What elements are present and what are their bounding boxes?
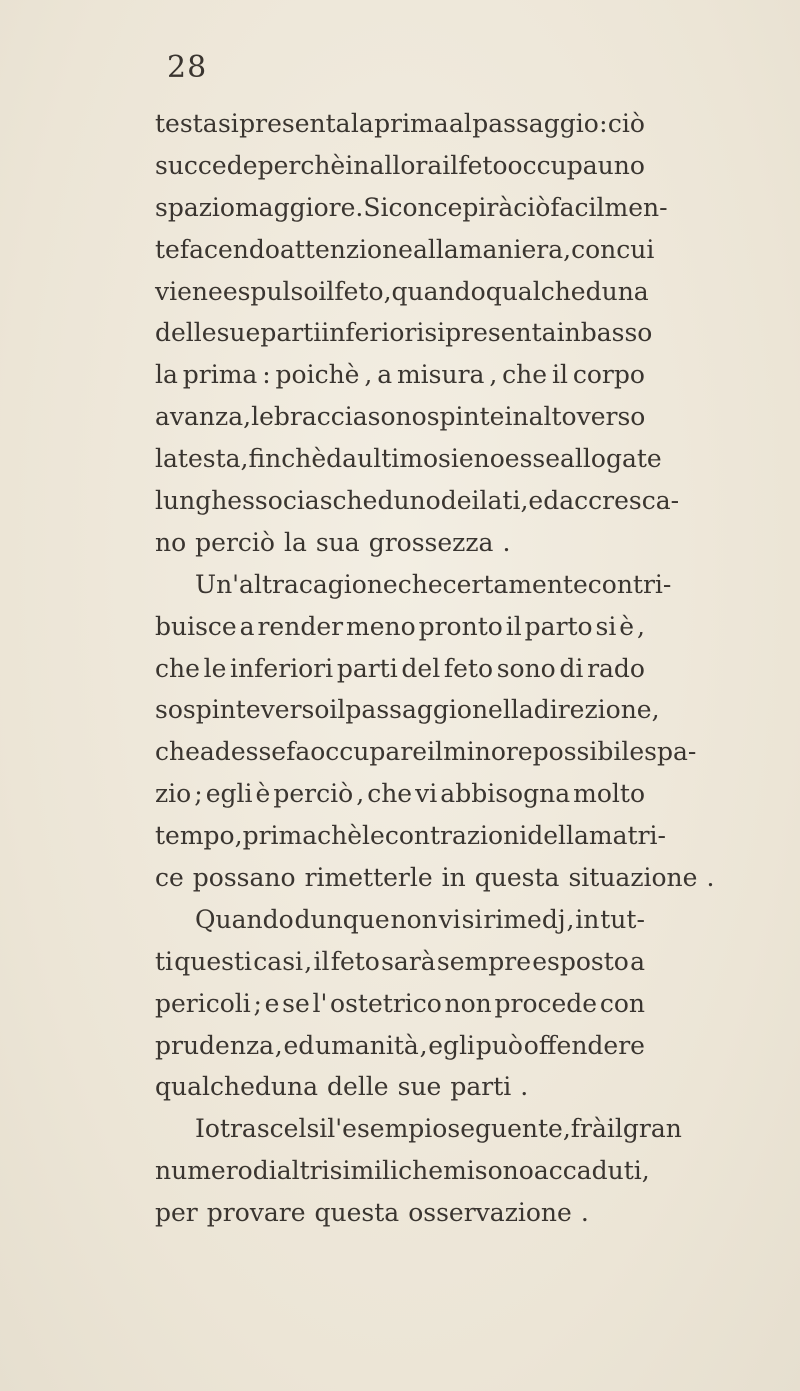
word: :	[599, 109, 608, 138]
word: cui	[616, 234, 655, 264]
word: a	[377, 360, 393, 390]
word: sono	[496, 653, 556, 683]
word: in	[345, 150, 370, 180]
word: feto	[334, 276, 384, 306]
text-line	[155, 564, 672, 606]
word: è	[255, 779, 271, 809]
word: molto	[573, 779, 645, 809]
word: ,	[637, 611, 645, 641]
text-line	[155, 941, 645, 983]
word: braccia	[273, 402, 368, 432]
word: verso	[260, 695, 330, 725]
word: Io	[195, 1114, 220, 1144]
text-line	[155, 1150, 650, 1192]
word: ,	[563, 234, 572, 264]
text-line	[155, 480, 680, 522]
word: render	[257, 611, 344, 641]
word: per	[155, 1198, 198, 1228]
word: può	[475, 1030, 523, 1060]
word: no	[155, 527, 187, 557]
word: parti	[260, 318, 322, 348]
text-line	[155, 899, 645, 941]
word: in	[556, 318, 581, 348]
word: spazio	[155, 192, 235, 222]
word: .	[355, 192, 364, 222]
word: esempio	[342, 1114, 448, 1144]
word: trascelsi	[219, 1114, 328, 1144]
word: le	[251, 402, 274, 432]
word: gran	[622, 1114, 682, 1144]
word: in	[441, 863, 466, 893]
word: uno	[597, 150, 645, 180]
word: esposto	[532, 946, 629, 976]
word: sue	[216, 318, 261, 348]
word: ed	[528, 486, 560, 516]
word: questa	[314, 1198, 400, 1228]
word: ,	[489, 360, 498, 390]
word: provare	[206, 1198, 306, 1228]
word: dei	[440, 486, 480, 516]
word: ti	[155, 946, 174, 976]
word: spinte	[426, 402, 505, 432]
text-line	[155, 354, 645, 396]
word: basso	[580, 318, 653, 348]
word: sarà	[381, 946, 436, 976]
word: il	[505, 611, 522, 641]
word: sono	[367, 402, 427, 432]
word: altri	[276, 1156, 330, 1186]
word: il	[318, 276, 335, 306]
word: a	[239, 611, 255, 641]
word: simili	[329, 1156, 399, 1186]
word: feto	[443, 653, 494, 683]
text-line	[155, 1066, 645, 1108]
word: delle	[327, 1072, 389, 1102]
word: delle	[155, 318, 217, 348]
word: il	[313, 946, 330, 976]
word: possibile	[532, 737, 645, 767]
word: a	[630, 946, 645, 976]
word: matri-	[588, 821, 666, 851]
text-line	[155, 103, 645, 145]
word: meno	[346, 611, 416, 641]
word: sono	[474, 1156, 534, 1186]
word: prima	[182, 360, 258, 390]
word: lati	[479, 486, 521, 516]
word: ,	[641, 1156, 650, 1186]
word: numero	[155, 1156, 253, 1186]
word: corpo	[572, 360, 645, 390]
word: allora	[369, 150, 443, 180]
word: egli	[205, 779, 253, 809]
text-line	[155, 857, 715, 899]
word: ,	[364, 360, 373, 390]
word: mi	[443, 1156, 475, 1186]
word: sospinte	[155, 695, 261, 725]
word: le	[362, 821, 385, 851]
word: perciò	[195, 527, 275, 557]
word: verso	[576, 402, 646, 432]
word: contrazioni	[384, 821, 528, 851]
page-number: 28	[167, 50, 208, 85]
word: pronto	[418, 611, 503, 641]
body-text	[155, 103, 715, 1234]
word: ,	[274, 1030, 283, 1060]
word: che	[398, 1156, 444, 1186]
word: certamente	[442, 569, 588, 599]
word: concepirà	[388, 192, 514, 222]
word: maggiore	[234, 192, 356, 222]
word: ciascheduno	[282, 486, 441, 516]
text-line	[155, 187, 668, 229]
word: vi	[438, 904, 461, 934]
word: ce	[155, 863, 184, 893]
word: occupare	[310, 737, 428, 767]
word: esse	[230, 737, 287, 767]
word: ,	[304, 946, 313, 976]
word: te	[155, 234, 180, 264]
word: la	[283, 527, 307, 557]
word: ,	[383, 276, 392, 306]
word: ;	[194, 779, 203, 809]
word: fa	[286, 737, 311, 767]
word: alto	[528, 402, 577, 432]
word: della	[527, 821, 589, 851]
word: di	[559, 653, 584, 683]
word: Si	[363, 192, 389, 222]
word: avanza	[155, 402, 244, 432]
word: occupa	[507, 150, 598, 180]
word: ;	[253, 988, 262, 1018]
word: e	[264, 988, 280, 1018]
word: finchè	[248, 444, 327, 474]
word: .	[520, 1072, 529, 1102]
word: la	[155, 444, 178, 474]
word: frà	[570, 1114, 607, 1144]
word: situazione	[568, 863, 698, 893]
word: casi	[253, 946, 304, 976]
text-line	[155, 396, 645, 438]
word: ,	[566, 904, 575, 934]
word: ,	[419, 1030, 428, 1060]
word: facendo	[179, 234, 280, 264]
word: feto	[458, 150, 508, 180]
word: ostetrico	[330, 988, 442, 1018]
word: sua	[315, 527, 360, 557]
word: Quando	[195, 904, 294, 934]
word: se	[282, 988, 310, 1018]
word: ed	[283, 1030, 315, 1060]
text-line	[155, 815, 666, 857]
word: parti	[336, 653, 398, 683]
word: l'	[312, 988, 328, 1018]
word: pericoli	[155, 988, 251, 1018]
word: la	[155, 360, 178, 390]
word: rado	[587, 653, 645, 683]
word: in	[504, 402, 529, 432]
word: presenta	[445, 318, 557, 348]
word: passaggio	[472, 109, 599, 138]
word: si	[424, 318, 446, 348]
word: primachè	[242, 821, 363, 851]
word: lunghesso	[155, 486, 283, 516]
word: minore	[443, 737, 533, 767]
word: con	[571, 234, 617, 264]
word: il	[427, 737, 444, 767]
word: questa	[474, 863, 560, 893]
word: testa	[155, 109, 218, 138]
word: seguente	[447, 1114, 563, 1144]
word: allogate	[560, 444, 662, 474]
word: maniera	[458, 234, 564, 264]
word: perciò	[273, 779, 354, 809]
text-line	[155, 983, 645, 1025]
text-line	[155, 312, 653, 354]
word: che	[502, 360, 548, 390]
word: accresca-	[559, 486, 680, 516]
word: procede	[494, 988, 598, 1018]
word: .	[580, 1198, 589, 1228]
word: ultimo	[357, 444, 438, 474]
word: prima	[374, 109, 449, 138]
word: alla	[412, 234, 459, 264]
word: la	[350, 109, 374, 138]
word: testa	[177, 444, 241, 474]
text-line	[155, 145, 645, 187]
text-line	[155, 689, 660, 731]
word: altra	[239, 569, 299, 599]
word: poichè	[275, 360, 360, 390]
word: non	[444, 988, 492, 1018]
word: facilmen-	[550, 192, 668, 222]
word: ad	[199, 737, 231, 767]
word: inferiori	[321, 318, 425, 348]
word: ,	[243, 402, 252, 432]
text-line	[155, 522, 645, 564]
word: il	[551, 360, 568, 390]
word: umanità	[315, 1030, 419, 1060]
word: sempre	[436, 946, 531, 976]
text-line	[155, 229, 655, 271]
word: spa-	[644, 737, 697, 767]
word: attenzione	[279, 234, 413, 264]
word: perchè	[257, 150, 346, 180]
word: non	[390, 904, 438, 934]
word: rimetterle	[304, 863, 433, 893]
word: che	[367, 779, 413, 809]
word: ,	[651, 695, 660, 725]
word: qualcheduna	[155, 1072, 319, 1102]
word: presenta	[239, 109, 351, 138]
word: si	[217, 109, 239, 138]
word: sue	[397, 1072, 442, 1102]
word: prudenza	[155, 1030, 275, 1060]
word: è	[619, 611, 635, 641]
word: da	[326, 444, 358, 474]
word: direzione	[533, 695, 652, 725]
word: vi	[415, 779, 438, 809]
word: il	[606, 1114, 623, 1144]
text-line	[155, 731, 697, 773]
word: qualcheduna	[485, 276, 649, 306]
text-line	[155, 438, 662, 480]
word: egli	[428, 1030, 476, 1060]
word: feto	[330, 946, 380, 976]
word: .	[502, 527, 511, 557]
word: zio	[155, 779, 192, 809]
word: il	[329, 695, 346, 725]
text-line	[155, 271, 649, 313]
word: cagione	[298, 569, 398, 599]
word: in	[575, 904, 600, 934]
word: le	[203, 653, 227, 683]
text-line	[155, 1025, 645, 1067]
word: l'	[327, 1114, 343, 1144]
word: ciò	[607, 109, 645, 138]
word: buisce	[155, 611, 237, 641]
text-line	[155, 1192, 645, 1234]
text-line	[155, 773, 645, 815]
word: nella	[471, 695, 534, 725]
word: viene	[155, 276, 223, 306]
word: ,	[234, 821, 243, 851]
word: abbisogna	[440, 779, 571, 809]
word: succede	[155, 150, 258, 180]
word: possano	[192, 863, 296, 893]
word: di	[252, 1156, 277, 1186]
word: ciò	[513, 192, 551, 222]
word: del	[401, 653, 441, 683]
word: espulso	[222, 276, 319, 306]
text-line	[155, 648, 645, 690]
word: rimedj	[483, 904, 566, 934]
word: offendere	[523, 1030, 645, 1060]
word: grossezza	[368, 527, 494, 557]
word: .	[706, 863, 715, 893]
word: ,	[520, 486, 529, 516]
word: che	[397, 569, 443, 599]
word: ,	[562, 1114, 571, 1144]
word: :	[262, 360, 271, 390]
word: questi	[174, 946, 253, 976]
word: quando	[391, 276, 486, 306]
text-line	[155, 606, 645, 648]
text-line	[155, 1108, 682, 1150]
word: passaggio	[345, 695, 472, 725]
word: parto	[524, 611, 593, 641]
word: contri-	[587, 569, 672, 599]
word: che	[155, 653, 200, 683]
word: parti	[450, 1072, 512, 1102]
word: dunque	[294, 904, 390, 934]
word: misura	[396, 360, 485, 390]
word: ,	[356, 779, 365, 809]
word: con	[599, 988, 645, 1018]
word: sieno	[438, 444, 505, 474]
word: tempo	[155, 821, 235, 851]
word: esse	[504, 444, 561, 474]
word: accaduti	[533, 1156, 642, 1186]
word: si	[461, 904, 483, 934]
word: inferiori	[230, 653, 334, 683]
word: si	[595, 611, 617, 641]
word: che	[155, 737, 200, 767]
word: osservazione	[408, 1198, 572, 1228]
word: tut-	[600, 904, 645, 934]
word: al	[449, 109, 472, 138]
word: ,	[240, 444, 249, 474]
word: Un'	[195, 569, 240, 599]
word: il	[442, 150, 459, 180]
